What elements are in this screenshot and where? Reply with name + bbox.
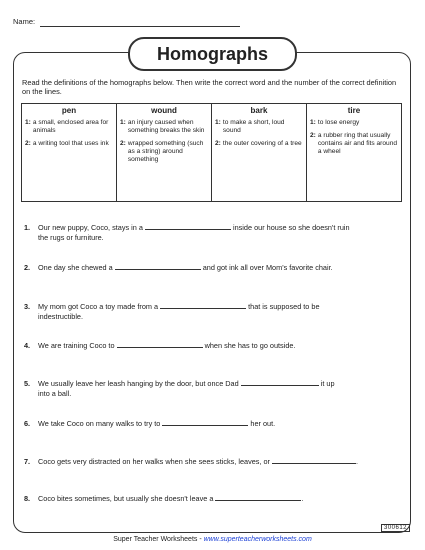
question-text: the rugs or furniture. <box>38 232 104 242</box>
question-number: 1. <box>24 223 31 232</box>
question-text: . <box>356 457 359 466</box>
definition-text: to make a short, loud sound <box>222 119 285 134</box>
definition <box>215 119 303 135</box>
question <box>24 262 399 273</box>
definition <box>25 119 113 135</box>
question <box>24 418 399 429</box>
definition-text: a writing tool that uses ink <box>32 140 109 147</box>
definition <box>120 119 208 135</box>
answer-blank[interactable] <box>162 418 248 426</box>
word-column-wound <box>117 104 212 201</box>
footer-link[interactable]: www.superteacherworksheets.com <box>203 536 312 543</box>
question-text: . <box>301 494 304 503</box>
definition-number: 1: <box>310 119 316 126</box>
definition-text: a rubber ring that usually contains air and fits around a wheel <box>317 132 398 155</box>
question-text: indestructible. <box>38 311 84 321</box>
page-title: Homographs <box>128 37 297 71</box>
question-text: We take Coco on many walks to try to <box>38 419 161 428</box>
name-label: Name: <box>13 17 36 26</box>
answer-blank[interactable] <box>117 340 203 348</box>
answer-blank[interactable] <box>115 262 201 270</box>
definition-number: 2: <box>310 132 316 139</box>
definition-number: 1: <box>25 119 31 126</box>
definition <box>120 140 208 164</box>
definition-text: a small, enclosed area for animals <box>32 119 109 134</box>
question <box>24 456 399 467</box>
answer-blank[interactable] <box>272 456 359 466</box>
footer <box>0 536 425 543</box>
definition <box>215 140 303 148</box>
question-number: 8. <box>24 494 31 503</box>
definition-text: to lose energy <box>317 119 360 126</box>
worksheet-code: 300612 <box>381 524 410 532</box>
name-line[interactable] <box>40 26 240 27</box>
question-text: My mom got Coco a toy made from a <box>38 302 159 311</box>
answer-blank[interactable] <box>145 222 231 230</box>
question <box>24 378 399 398</box>
question-text: Coco gets very distracted on her walks when she sees sticks, leaves, or <box>38 457 270 466</box>
question-text: when she has to go outside. <box>204 341 296 350</box>
definition-text: wrapped something (such as a string) around something <box>127 140 204 163</box>
question-text: and got ink all over Mom's favorite chair. <box>202 263 333 272</box>
question-text: her out. <box>250 419 276 428</box>
question-text: it up <box>320 379 335 388</box>
definition <box>25 140 113 148</box>
question-number: 4. <box>24 341 31 350</box>
word-column-bark <box>212 104 307 201</box>
definition-number: 2: <box>215 140 221 147</box>
footer-brand: Super Teacher Worksheets - <box>113 536 204 543</box>
question-number: 6. <box>24 419 31 428</box>
definition-number: 2: <box>25 140 31 147</box>
question <box>24 493 399 504</box>
question-number: 3. <box>24 302 31 311</box>
question-text: One day she chewed a <box>38 263 113 272</box>
question-text: We are training Coco to <box>38 341 115 350</box>
definition-number: 1: <box>215 119 221 126</box>
question-text: We usually leave her leash hanging by the door, but once Dad <box>38 379 239 388</box>
definition-text: the outer covering of a tree <box>222 140 302 147</box>
definition <box>310 119 398 127</box>
definition-number: 2: <box>120 140 126 147</box>
word-heading: wound <box>151 106 177 115</box>
question-text: Our new puppy, Coco, stays in a <box>38 223 143 232</box>
question <box>24 340 399 351</box>
definitions-table <box>21 103 402 202</box>
instructions: Read the definitions of the homographs below. Then write the correct word and the number of the correct definition on the lines. <box>22 78 397 97</box>
question-text: Coco bites sometimes, but usually she doesn't leave a <box>38 494 214 503</box>
question-number: 7. <box>24 457 31 466</box>
word-heading: tire <box>347 106 361 115</box>
word-heading: bark <box>250 106 268 115</box>
question-number: 2. <box>24 263 31 272</box>
definition-number: 1: <box>120 119 126 126</box>
answer-blank[interactable] <box>241 378 319 386</box>
word-heading: pen <box>61 106 77 115</box>
question-text: inside our house so she doesn't ruin <box>232 223 350 232</box>
answer-blank[interactable] <box>160 301 246 309</box>
definition-text: an injury caused when something breaks the skin <box>127 119 205 134</box>
question-text: into a ball. <box>38 388 72 398</box>
answer-blank[interactable] <box>215 493 304 503</box>
question-text: that is supposed to be <box>248 302 320 311</box>
word-column-pen <box>22 104 117 201</box>
definition <box>310 132 398 156</box>
question <box>24 301 399 321</box>
word-column-tire <box>307 104 401 201</box>
question <box>24 222 399 242</box>
question-number: 5. <box>24 379 31 388</box>
